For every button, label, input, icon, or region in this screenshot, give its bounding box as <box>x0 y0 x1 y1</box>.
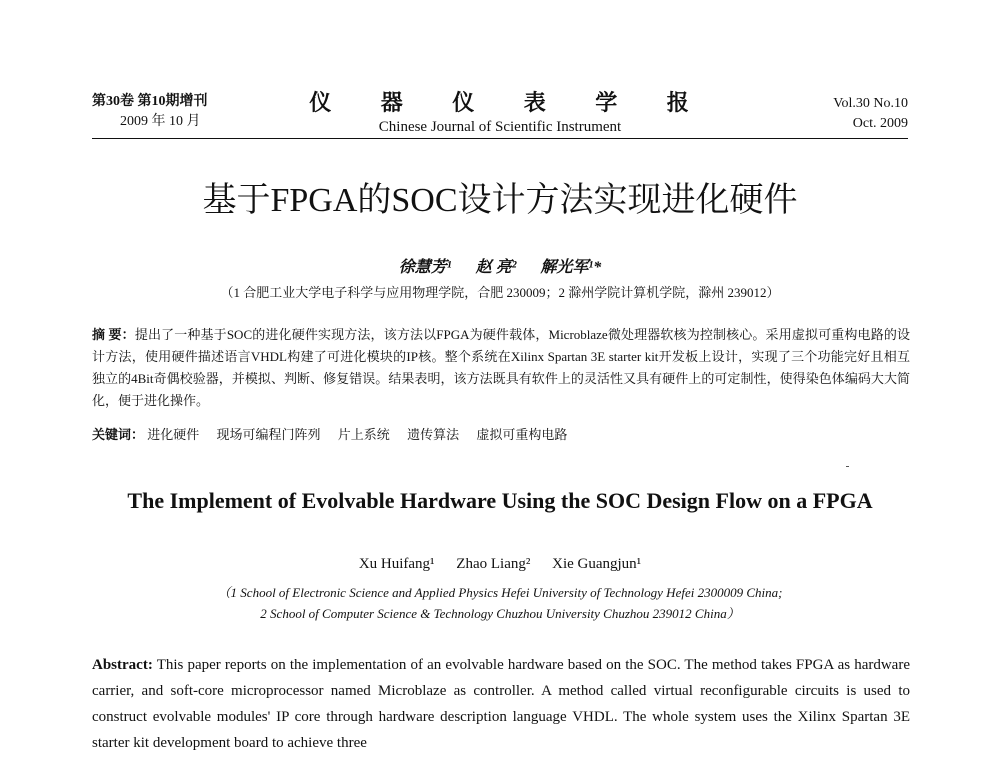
paper-title-en: The Implement of Evolvable Hardware Using the SOC Design Flow on a FPGA <box>127 488 873 513</box>
affiliation-en-line1: （1 School of Electronic Science and Applied Physics Hefei University of Technology Hefei 2300009 China; <box>217 585 783 600</box>
abstract-cn-label: 摘 要： <box>92 327 135 342</box>
affiliation-en <box>0 582 1000 624</box>
keywords-cn <box>92 424 910 443</box>
keywords-cn-label: 关键词： <box>92 427 145 442</box>
header-rule <box>92 138 908 139</box>
scan-speck <box>846 466 849 467</box>
keyword: 遗传算法 <box>407 427 460 442</box>
keyword: 片上系统 <box>337 427 390 442</box>
issue-date-en: Oct. 2009 <box>852 116 908 131</box>
keyword: 进化硬件 <box>147 427 200 442</box>
authors-cn <box>0 254 1000 277</box>
journal-name-en: Chinese Journal of Scientific Instrument <box>378 119 622 135</box>
author-cn: 赵 亮² <box>475 259 517 276</box>
affiliation-en-line2: 2 School of Computer Science & Technology Chuzhou University Chuzhou 239012 China） <box>260 606 740 621</box>
keyword: 虚拟可重构电路 <box>476 427 568 442</box>
volume-issue: 第30卷 第10期增刊 <box>92 94 208 109</box>
author-en: Zhao Liang² <box>456 556 531 572</box>
issue-date-cn: 2009 年 10 月 <box>120 114 201 129</box>
abstract-en-label: Abstract: <box>92 657 153 673</box>
abstract-en-text: This paper reports on the implementation of an evolvable hardware based on the SOC. The method takes FPGA as hardware carrier, and soft-core microprocessor named Microblaze as controller. A method called virtual reconfigurable circuits is used to construct evolvable modules' IP core through hardware description language VHDL. The whole system uses the Xilinx Spartan 3E starter kit development board to achieve three <box>92 657 910 751</box>
affiliation-cn: （1 合肥工业大学电子科学与应用物理学院，合肥 230009；2 滁州学院计算机学院，滁州 239012） <box>220 285 780 300</box>
keyword: 现场可编程门阵列 <box>216 427 321 442</box>
author-en: Xu Huifang¹ <box>358 556 435 572</box>
paper-title-cn: 基于FPGA的SOC设计方法实现进化硬件 <box>202 182 798 219</box>
abstract-cn-text: 提出了一种基于SOC的进化硬件实现方法，该方法以FPGA为硬件载体，Microblaze微处理器软核为控制核心。采用虚拟可重构电路的设计方法，使用硬件描述语言VHDL构建了可进化模块的IP核。整个系统在Xilinx Spartan 3E starter kit开发板上设计，实现了三个功能完好且相互独立的4Bit奇偶校验器，并模拟、判断、修复错误。结果表明，该方法既具有软件上的灵活性又具有硬件上的可定制性，使得染色体编码大大简化，便于进化操作。 <box>92 327 910 408</box>
volume-number: Vol.30 No.10 <box>833 96 908 111</box>
journal-name-cn: 仪 器 仪 表 学 报 <box>309 90 711 115</box>
journal-volume-info <box>833 94 908 134</box>
author-en: Xie Guangjun¹ <box>552 556 642 572</box>
abstract-cn <box>92 324 910 412</box>
abstract-en <box>92 652 910 756</box>
author-cn: 解光军¹* <box>540 259 602 276</box>
author-cn: 徐慧芳¹ <box>398 259 452 276</box>
authors-en <box>0 556 1000 573</box>
